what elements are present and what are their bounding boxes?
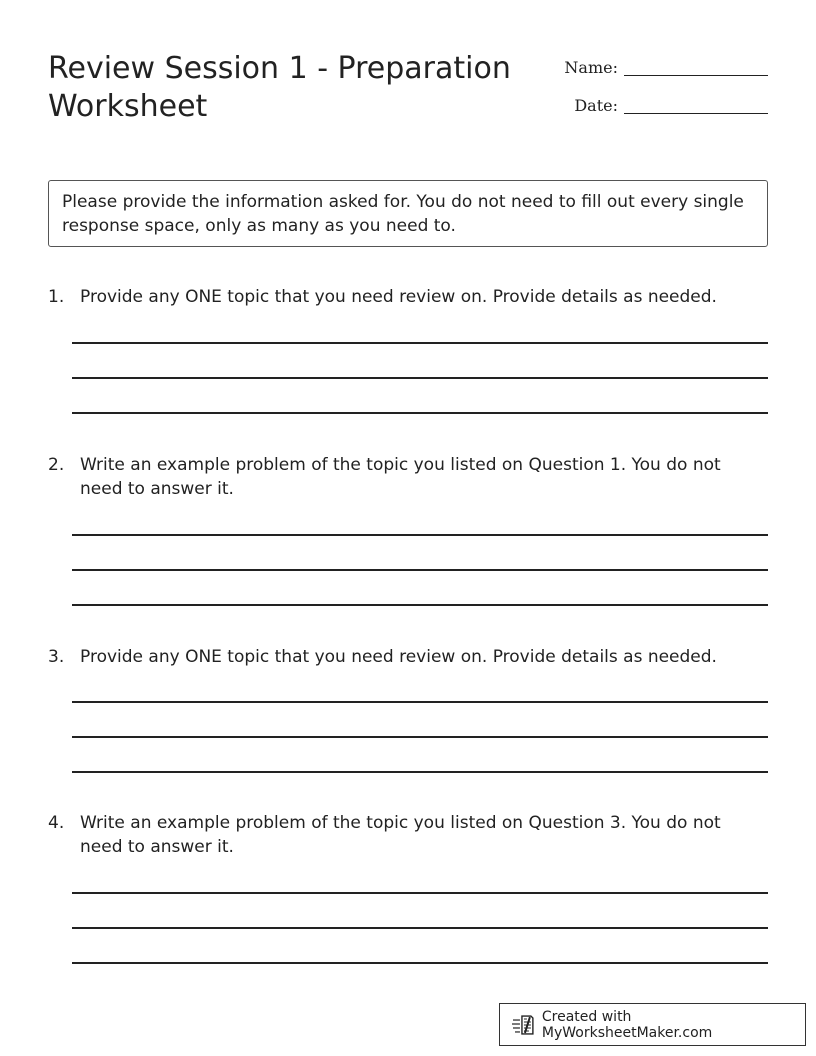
answer-line[interactable]: [72, 962, 768, 964]
answer-line[interactable]: [72, 377, 768, 379]
answer-line[interactable]: [72, 412, 768, 414]
question-1: [48, 285, 768, 309]
name-field[interactable]: [560, 52, 768, 78]
answer-line[interactable]: [72, 342, 768, 344]
instructions-box: Please provide the information asked for. You do not need to fill out every single response space, only as many as you need to.: [48, 180, 768, 247]
answer-line[interactable]: [72, 892, 768, 894]
answer-line[interactable]: [72, 604, 768, 606]
name-label: Name:: [564, 58, 618, 77]
question-number: 3.: [48, 647, 65, 667]
name-blank-line[interactable]: [624, 75, 768, 76]
question-text: Provide any ONE topic that you need review on. Provide details as needed.: [80, 287, 717, 307]
worksheet-maker-logo-icon: [512, 1014, 536, 1036]
created-with-text[interactable]: Created with MyWorksheetMaker.com: [541, 1008, 713, 1041]
question-text: Provide any ONE topic that you need review on. Provide details as needed.: [80, 647, 717, 667]
answer-line[interactable]: [72, 771, 768, 773]
worksheet-title: Review Session 1 - Preparation Worksheet: [48, 51, 511, 124]
question-number: 2.: [48, 455, 65, 475]
question-number: 4.: [48, 813, 65, 833]
question-text: Write an example problem of the topic you listed on Question 1. You do not need to answer it.: [80, 455, 721, 499]
date-blank-line[interactable]: [624, 113, 768, 114]
answer-line[interactable]: [72, 736, 768, 738]
answer-line[interactable]: [72, 569, 768, 571]
answer-line[interactable]: [72, 534, 768, 536]
date-field[interactable]: [560, 90, 768, 116]
created-with-badge[interactable]: [499, 1003, 806, 1046]
answer-line[interactable]: [72, 701, 768, 703]
question-2: [48, 453, 768, 501]
date-label: Date:: [574, 96, 618, 115]
question-number: 1.: [48, 287, 65, 307]
answer-line[interactable]: [72, 927, 768, 929]
question-text: Write an example problem of the topic you listed on Question 3. You do not need to answer it.: [80, 813, 721, 857]
question-3: [48, 645, 768, 669]
question-4: [48, 811, 768, 859]
